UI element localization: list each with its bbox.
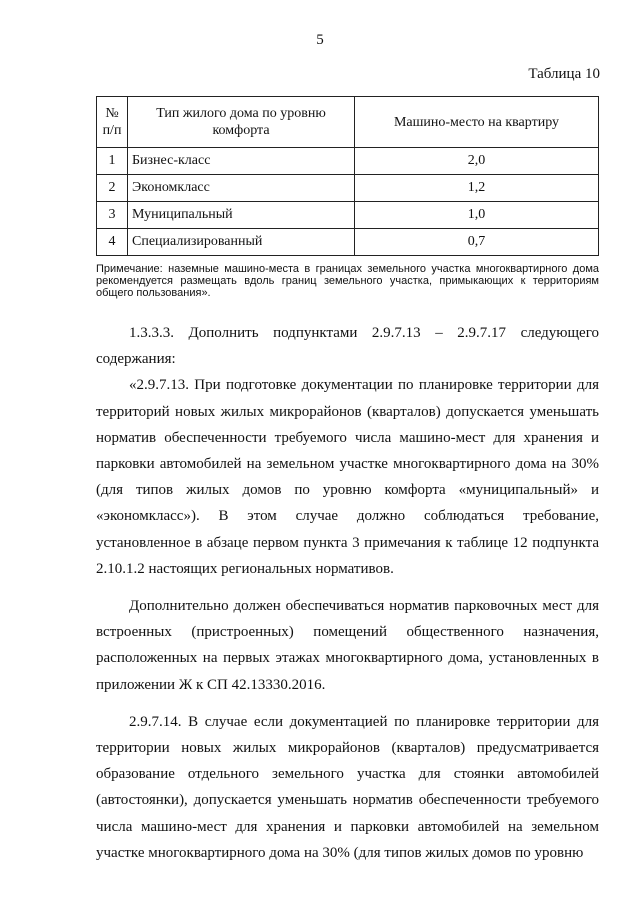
row-house-type: Муниципальный bbox=[128, 202, 355, 229]
paragraph: 1.3.3.3. Дополнить подпунктами 2.9.7.13 – 2.9.7.17 следующего содержания: bbox=[96, 325, 599, 368]
row-number: 4 bbox=[97, 229, 128, 256]
header-house-type: Тип жилого дома по уровню комфорта bbox=[128, 97, 355, 148]
row-number: 3 bbox=[97, 202, 128, 229]
parking-norms-table bbox=[96, 96, 599, 256]
row-number: 2 bbox=[97, 175, 128, 202]
row-house-type: Бизнес-класс bbox=[128, 148, 355, 175]
table-row bbox=[97, 229, 599, 256]
row-value: 2,0 bbox=[355, 148, 599, 175]
header-number: № п/п bbox=[97, 97, 128, 148]
table-row bbox=[97, 202, 599, 229]
row-value: 0,7 bbox=[355, 229, 599, 256]
table-caption: Таблица 10 bbox=[528, 66, 600, 82]
document-body bbox=[96, 320, 599, 866]
row-house-type: Экономкласс bbox=[128, 175, 355, 202]
table-row bbox=[97, 175, 599, 202]
header-parking-per-apartment: Машино-место на квартиру bbox=[355, 97, 599, 148]
paragraph: Дополнительно должен обеспечиваться норматив парковочных мест для встроенных (пристроенных) помещений общественного назначения, расположенных на первых этажах многоквартирного дома, установленных в приложении Ж к СП 42.13330.2016. bbox=[96, 598, 599, 693]
paragraph: 2.9.7.14. В случае если документацией по планировке территории для территории новых жилых микрорайонов (кварталов) предусматривается образование отдельного земельного участка для стоянки автомобилей (автостоянки), допускается уменьшать норматив обеспеченности требуемого числа машино-мест для хранения и парковки автомобилей на земельном участке многоквартирного дома на 30% (для типов жилых домов по уровню bbox=[96, 713, 599, 861]
table-row bbox=[97, 148, 599, 175]
table-note: Примечание: наземные машино-места в границах земельного участка многоквартирного дома рекомендуется размещать вдоль границ земельного участка, примыкающих к территориям общего пользования». bbox=[96, 263, 599, 299]
row-house-type: Специализированный bbox=[128, 229, 355, 256]
paragraph: «2.9.7.13. При подготовке документации по планировке территории для территорий новых жилых микрорайонов (кварталов) допускается уменьшать норматив обеспеченности требуемого числа машино-мест для хранения и парковки автомобилей на земельном участке многоквартирного дома на 30% (для типов жилых домов по уровню комфорта «муниципальный» и «экономкласс»). В этом случае должно соблюдаться требование, установленное в абзаце первом пункта 3 примечания к таблице 12 подпункта 2.10.1.2 настоящих региональных нормативов. bbox=[96, 377, 599, 577]
table-header-row bbox=[97, 97, 599, 148]
row-number: 1 bbox=[97, 148, 128, 175]
row-value: 1,0 bbox=[355, 202, 599, 229]
row-value: 1,2 bbox=[355, 175, 599, 202]
page-number: 5 bbox=[316, 32, 324, 48]
